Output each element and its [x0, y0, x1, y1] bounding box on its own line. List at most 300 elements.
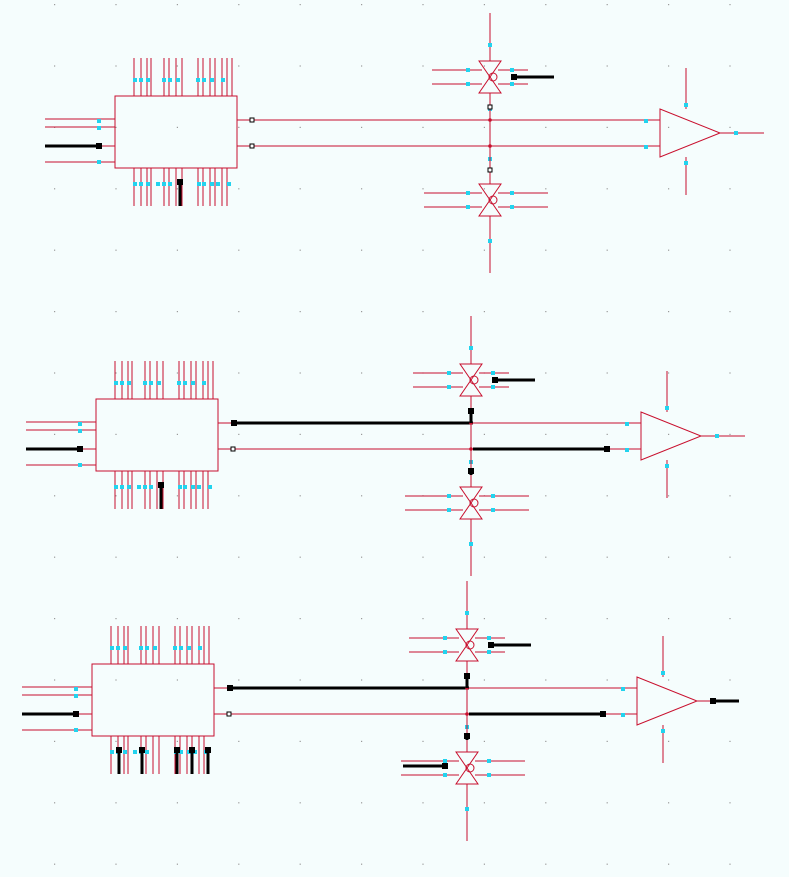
ic-block [92, 664, 214, 736]
grid-dot [729, 802, 730, 803]
pin-marker [78, 422, 82, 426]
bus-terminal [604, 446, 610, 452]
pin-marker [734, 131, 738, 135]
grid-dot [545, 434, 546, 435]
grid-dot [300, 311, 301, 312]
grid-dot [729, 127, 730, 128]
grid-dot [484, 802, 485, 803]
pin-marker [510, 82, 514, 86]
pin-marker [487, 773, 491, 777]
pin-marker [625, 448, 629, 452]
pin-marker [120, 381, 124, 385]
bus-terminal [710, 698, 716, 704]
grid-dot [484, 434, 485, 435]
ic-block [115, 96, 237, 168]
pin-marker [625, 422, 629, 426]
pin-marker [120, 485, 124, 489]
grid-dot [729, 495, 730, 496]
buffer-triangle [641, 412, 701, 460]
pin-marker [665, 406, 669, 410]
grid-dot [361, 741, 362, 742]
grid-dot [361, 802, 362, 803]
grid-dot [668, 4, 669, 5]
bus-terminal [139, 747, 145, 753]
pin-marker [145, 750, 149, 754]
pin-marker [196, 78, 200, 82]
grid-dot [422, 618, 423, 619]
pin-marker [487, 636, 491, 640]
pin-marker [491, 371, 495, 375]
connector-square [488, 168, 492, 172]
grid-dot [115, 250, 116, 251]
grid-dot [54, 65, 55, 66]
grid-dot [54, 557, 55, 558]
pin-marker [114, 485, 118, 489]
grid-dot [545, 4, 546, 5]
bus-terminal [468, 468, 474, 474]
pin-marker [97, 160, 101, 164]
grid-dot [668, 741, 669, 742]
grid-dot [422, 65, 423, 66]
grid-dot [300, 679, 301, 680]
grid-dot [607, 557, 608, 558]
pin-marker [97, 119, 101, 123]
pin-marker [123, 646, 127, 650]
grid-dot [545, 802, 546, 803]
bus-terminal [96, 143, 102, 149]
pin-marker [183, 485, 187, 489]
pin-marker [162, 182, 166, 186]
grid-dot [484, 618, 485, 619]
grid-dot [545, 495, 546, 496]
pin-marker [644, 145, 648, 149]
grid-dot [115, 65, 116, 66]
pin-marker [510, 68, 514, 72]
grid-dot [729, 679, 730, 680]
grid-dot [177, 741, 178, 742]
grid-dot [115, 188, 116, 189]
grid-dot [361, 557, 362, 558]
pin-marker [145, 646, 149, 650]
bus-terminal [492, 377, 498, 383]
bus-terminal [73, 711, 79, 717]
grid-dot [422, 434, 423, 435]
grid-dot [607, 372, 608, 373]
grid-dot [238, 679, 239, 680]
grid-dot [668, 495, 669, 496]
grid-dot [115, 372, 116, 373]
transmission-gate [405, 430, 529, 576]
grid-dot [545, 618, 546, 619]
grid-dot [729, 864, 730, 865]
bus-terminal [231, 420, 237, 426]
grid-dot [422, 188, 423, 189]
grid-dot [177, 127, 178, 128]
bus-terminal [177, 179, 183, 185]
pin-marker [466, 68, 470, 72]
grid-dot [668, 127, 669, 128]
pin-marker [139, 78, 143, 82]
grid-dot [300, 495, 301, 496]
pin-marker [110, 646, 114, 650]
pin-marker [187, 646, 191, 650]
pin-marker [469, 346, 473, 350]
pin-marker [466, 82, 470, 86]
pin-marker [74, 694, 78, 698]
grid-dot [238, 4, 239, 5]
output-buffer [644, 68, 764, 195]
stage [45, 13, 764, 273]
grid-dot [607, 250, 608, 251]
pin-marker [661, 729, 665, 733]
grid-dot [300, 4, 301, 5]
grid-dot [177, 679, 178, 680]
grid-dot [607, 4, 608, 5]
pin-marker [469, 542, 473, 546]
pin-marker [74, 728, 78, 732]
grid-dot [177, 311, 178, 312]
grid-dot [422, 250, 423, 251]
grid-dot [668, 434, 669, 435]
pin-marker [183, 381, 187, 385]
pin-marker [139, 182, 143, 186]
grid-dot [484, 311, 485, 312]
grid-dot [607, 65, 608, 66]
grid-dot [729, 434, 730, 435]
pin-marker [127, 485, 131, 489]
grid-dot [238, 495, 239, 496]
grid-dot [545, 127, 546, 128]
grid-dot [361, 618, 362, 619]
bus-terminal [189, 747, 195, 753]
grid-dot [422, 741, 423, 742]
grid-dot [300, 434, 301, 435]
bus-terminal [464, 733, 470, 739]
grid-dot [177, 188, 178, 189]
grid-dot [177, 65, 178, 66]
pin-marker [133, 182, 137, 186]
grid-dot [115, 618, 116, 619]
grid-dot [422, 127, 423, 128]
pin-marker [146, 182, 150, 186]
grid-dot [729, 188, 730, 189]
grid-dot [177, 802, 178, 803]
pin-marker [149, 381, 153, 385]
grid-dot [545, 65, 546, 66]
grid-dot [300, 127, 301, 128]
grid-dot [484, 250, 485, 251]
grid-dot [54, 311, 55, 312]
grid-dot [238, 188, 239, 189]
grid-dot [422, 557, 423, 558]
grid-dot [361, 4, 362, 5]
grid-dot [300, 65, 301, 66]
pin-marker [665, 464, 669, 468]
grid-dot [238, 372, 239, 373]
grid-dot [54, 679, 55, 680]
grid-dot [361, 864, 362, 865]
grid-dot [607, 127, 608, 128]
grid-dot [300, 250, 301, 251]
grid-dot [238, 127, 239, 128]
stage [26, 316, 745, 576]
grid-dot [545, 311, 546, 312]
output-buffer [625, 371, 745, 498]
grid-dot [115, 311, 116, 312]
grid-dot [668, 557, 669, 558]
grid-dot [300, 864, 301, 865]
bus-terminal [174, 747, 180, 753]
grid-dot [729, 250, 730, 251]
grid-dot [115, 741, 116, 742]
pin-marker [210, 182, 214, 186]
pin-marker [176, 78, 180, 82]
grid-dot [668, 679, 669, 680]
pin-marker [143, 381, 147, 385]
grid-dot [607, 864, 608, 865]
grid-dot [607, 188, 608, 189]
pin-marker [216, 182, 220, 186]
transmission-gate [401, 695, 525, 841]
grid-dot [729, 4, 730, 5]
grid-dot [545, 679, 546, 680]
pin-marker [465, 611, 469, 615]
grid-dot [115, 127, 116, 128]
grid-dot [300, 372, 301, 373]
bus-terminal [464, 673, 470, 679]
grid-dot [238, 250, 239, 251]
grid-dot [361, 188, 362, 189]
pin-marker [202, 381, 206, 385]
pin-marker [510, 205, 514, 209]
pin-marker [202, 182, 206, 186]
pin-marker [443, 650, 447, 654]
pin-marker [443, 636, 447, 640]
pin-marker [447, 508, 451, 512]
pin-marker [133, 78, 137, 82]
grid-dot [729, 557, 730, 558]
pin-marker [178, 485, 182, 489]
connector-square [250, 118, 254, 122]
bus-terminal [511, 74, 517, 80]
pin-marker [443, 773, 447, 777]
pin-marker [123, 750, 127, 754]
grid-dot [484, 4, 485, 5]
grid-dot [54, 741, 55, 742]
pin-marker [197, 485, 201, 489]
pin-marker [202, 78, 206, 82]
pin-marker [487, 650, 491, 654]
grid-dot [729, 311, 730, 312]
grid-dot [361, 250, 362, 251]
grid-dot [238, 557, 239, 558]
pin-marker [139, 646, 143, 650]
grid-dot [668, 250, 669, 251]
grid-dot [484, 679, 485, 680]
grid-dot [238, 311, 239, 312]
pin-marker [149, 485, 153, 489]
transmission-gate [424, 127, 548, 273]
grid-dot [729, 618, 730, 619]
grid-dot [115, 434, 116, 435]
pin-marker [210, 78, 214, 82]
grid-dot [177, 864, 178, 865]
grid-dot [300, 188, 301, 189]
pin-marker [177, 381, 181, 385]
grid-dot [54, 250, 55, 251]
pin-marker [661, 671, 665, 675]
pin-marker [168, 78, 172, 82]
pin-marker [715, 434, 719, 438]
bus-terminal [116, 747, 122, 753]
stages [22, 13, 764, 841]
grid-dot [238, 802, 239, 803]
pin-marker [162, 78, 166, 82]
bus-terminal [600, 711, 606, 717]
grid-dot [668, 311, 669, 312]
pin-marker [488, 239, 492, 243]
pin-marker [684, 161, 688, 165]
pin-marker [116, 646, 120, 650]
grid-dot [300, 741, 301, 742]
grid-dot [545, 557, 546, 558]
grid-dot [238, 65, 239, 66]
pin-marker [168, 182, 172, 186]
grid-dot [177, 434, 178, 435]
pin-marker [227, 182, 231, 186]
grid-dot [115, 4, 116, 5]
grid-dot [545, 864, 546, 865]
pin-marker [510, 191, 514, 195]
grid-dot [545, 250, 546, 251]
grid-dot [668, 802, 669, 803]
grid-dot [361, 434, 362, 435]
grid-dot [422, 311, 423, 312]
pin-marker [110, 750, 114, 754]
ic-block [96, 399, 218, 471]
pin-marker [127, 381, 131, 385]
grid-dot [668, 372, 669, 373]
bus-terminal [158, 482, 164, 488]
grid-dot [115, 557, 116, 558]
pin-marker [465, 807, 469, 811]
grid-dot [361, 372, 362, 373]
grid-dot [54, 495, 55, 496]
bus-terminal [488, 642, 494, 648]
output-buffer [621, 636, 739, 763]
pin-marker [684, 103, 688, 107]
buffer-triangle [660, 109, 720, 157]
grid-dot [361, 127, 362, 128]
grid-dot [668, 188, 669, 189]
grid-dot [115, 802, 116, 803]
connector-square [488, 105, 492, 109]
pin-marker [78, 463, 82, 467]
grid-dot [54, 864, 55, 865]
grid-dot [54, 4, 55, 5]
grid-dot [484, 864, 485, 865]
grid-dot [422, 864, 423, 865]
grid-dot [607, 802, 608, 803]
grid-dot [729, 372, 730, 373]
connector-square [227, 712, 231, 716]
pin-marker [198, 646, 202, 650]
grid-dot [361, 495, 362, 496]
grid-dot [484, 127, 485, 128]
grid-dot [484, 557, 485, 558]
grid-dot [177, 618, 178, 619]
grid-dot [54, 434, 55, 435]
grid-dot [115, 864, 116, 865]
grid-dot [177, 557, 178, 558]
pin-marker [466, 205, 470, 209]
pin-marker [156, 182, 160, 186]
buffer-triangle [637, 677, 697, 725]
grid-dot [54, 188, 55, 189]
grid-dot [238, 434, 239, 435]
grid-dot [422, 4, 423, 5]
pin-marker [447, 385, 451, 389]
grid-dot [177, 250, 178, 251]
grid-dot [54, 372, 55, 373]
grid-dot [607, 679, 608, 680]
pin-marker [447, 371, 451, 375]
grid-dot [545, 188, 546, 189]
grid-dot [54, 802, 55, 803]
pin-marker [114, 381, 118, 385]
grid-dot [177, 4, 178, 5]
pin-marker [157, 381, 161, 385]
grid-dot [607, 618, 608, 619]
grid-dot [238, 618, 239, 619]
grid-dot [668, 65, 669, 66]
bus-terminal [468, 408, 474, 414]
grid-dot [177, 495, 178, 496]
bus-terminal [442, 763, 448, 769]
pin-marker [197, 182, 201, 186]
pin-marker [191, 381, 195, 385]
pin-marker [74, 687, 78, 691]
grid-dot [607, 495, 608, 496]
pin-marker [491, 508, 495, 512]
pin-marker [488, 43, 492, 47]
pin-marker [143, 485, 147, 489]
grid-dot [300, 557, 301, 558]
pin-marker [491, 494, 495, 498]
grid-dot [668, 864, 669, 865]
grid-dot [361, 65, 362, 66]
grid-dot [54, 618, 55, 619]
grid-dot [238, 741, 239, 742]
pin-marker [191, 485, 195, 489]
pin-marker [621, 687, 625, 691]
connector-square [231, 447, 235, 451]
grid-dot [607, 741, 608, 742]
pin-marker [146, 78, 150, 82]
grid-dot [115, 495, 116, 496]
grid-dot [729, 65, 730, 66]
grid-dot [422, 802, 423, 803]
grid-dot [668, 618, 669, 619]
grid-dot [484, 188, 485, 189]
pin-marker [137, 485, 141, 489]
grid-dot [361, 679, 362, 680]
stage [22, 581, 739, 841]
grid-dot [238, 864, 239, 865]
pin-marker [179, 646, 183, 650]
pin-marker [447, 494, 451, 498]
grid-dot [115, 679, 116, 680]
